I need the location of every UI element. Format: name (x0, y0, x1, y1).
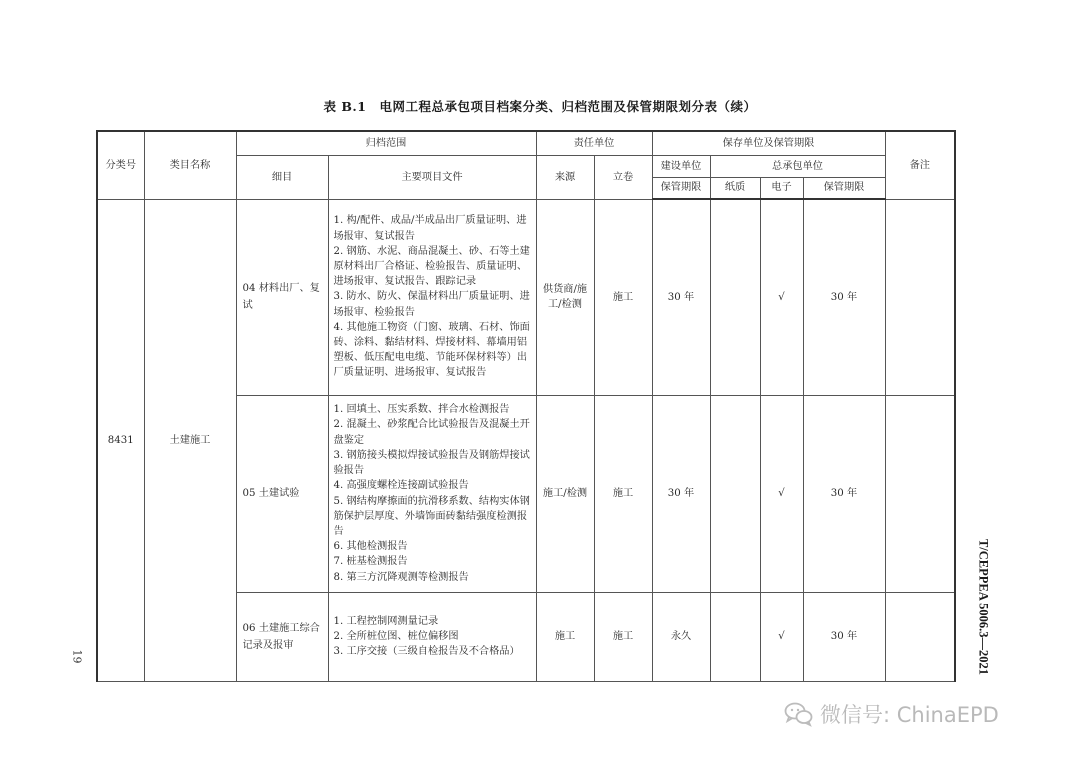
file-line: 3. 工序交接（三级自检报告及不合格品） (333, 646, 520, 658)
header-responsible: 责任单位 (536, 131, 652, 155)
contractor-period-cell: 30 年 (803, 592, 885, 681)
header-retention-units: 保存单位及保管期限 (652, 131, 885, 155)
category-name: 土建施工 (144, 199, 236, 681)
contractor-period-cell: 30 年 (803, 395, 885, 592)
paper-cell (710, 199, 760, 395)
file-line: 3. 防水、防火、保温材料出厂质量证明、进场报审、检验报告 (333, 291, 530, 318)
page-number: 19 (70, 649, 84, 664)
files-cell (328, 199, 536, 395)
paper-cell (710, 592, 760, 681)
file-line: 5. 钢结构摩擦面的抗滑移系数、结构实体钢筋保护层厚度、外墙饰面砖黏结强度检测报告 (333, 495, 530, 537)
files-cell (328, 592, 536, 681)
header-class-name: 类目名称 (144, 131, 236, 199)
file-line: 1. 工程控制网测量记录 (333, 615, 439, 627)
category-code: 8431 (97, 199, 144, 681)
contractor-period-cell: 30 年 (803, 199, 885, 395)
file-line: 1. 回填土、压实系数、拌合水检测报告 (333, 404, 510, 416)
file-line: 2. 钢筋、水泥、商品混凝土、砂、石等土建原材料出厂合格证、检验报告、质量证明、进场报审、复试报告、跟踪记录 (333, 245, 530, 288)
file-line: 8. 第三方沉降观测等检测报告 (333, 571, 469, 583)
source-cell: 施工 (536, 592, 594, 681)
electronic-check: √ (760, 395, 803, 592)
header-source: 来源 (536, 155, 594, 199)
header-filing: 立卷 (594, 155, 652, 199)
owner-period-cell: 30 年 (652, 395, 710, 592)
table-title: 表 B.1 电网工程总承包项目档案分类、归档范围及保管期限划分表（续） (323, 99, 757, 114)
header-class-no: 分类号 (97, 131, 144, 199)
file-line: 7. 桩基检测报告 (333, 556, 408, 568)
header-owner: 建设单位 (652, 155, 710, 177)
file-line: 2. 全所桩位图、桩位偏移图 (333, 630, 459, 642)
wechat-icon (784, 701, 814, 727)
file-line: 2. 混凝土、砂浆配合比试验报告及混凝土开盘鉴定 (333, 419, 530, 446)
header-detail: 细目 (236, 155, 328, 199)
header-electronic: 电子 (760, 177, 803, 199)
detail-cell: 04 材料出厂、复试 (236, 199, 328, 395)
files-cell (328, 395, 536, 592)
electronic-check: √ (760, 592, 803, 681)
remarks-cell (885, 592, 955, 681)
remarks-cell (885, 395, 955, 592)
detail-cell: 05 土建试验 (236, 395, 328, 592)
header-retention-period-2: 保管期限 (803, 177, 885, 199)
header-paper: 纸质 (710, 177, 760, 199)
electronic-check: √ (760, 199, 803, 395)
header-archive-scope: 归档范围 (236, 131, 536, 155)
file-line: 1. 构/配件、成品/半成品出厂质量证明、进场报审、复试报告 (333, 215, 527, 242)
source-cell: 施工/检测 (536, 395, 594, 592)
filing-cell: 施工 (594, 395, 652, 592)
table-row (97, 199, 955, 395)
file-line: 4. 高强度螺栓连接副试验报告 (333, 480, 469, 492)
header-remarks: 备注 (885, 131, 955, 199)
source-cell: 供货商/施工/检测 (536, 199, 594, 395)
watermark (784, 699, 999, 729)
filing-cell: 施工 (594, 199, 652, 395)
owner-period-cell: 永久 (652, 592, 710, 681)
file-line: 3. 钢筋接头模拟焊接试验报告及钢筋焊接试验报告 (333, 449, 530, 477)
filing-cell: 施工 (594, 592, 652, 681)
detail-cell: 06 土建施工综合记录及报审 (236, 592, 328, 681)
standard-number (968, 522, 998, 692)
archive-table (96, 130, 956, 682)
header-retention-period: 保管期限 (652, 177, 710, 199)
standard-number-text: T/CEPPEA 5006.3—2021 (976, 538, 991, 676)
owner-period-cell: 30 年 (652, 199, 710, 395)
paper-cell (710, 395, 760, 592)
watermark-text: 微信号: ChinaEPD (820, 703, 999, 727)
header-main-files: 主要项目文件 (328, 155, 536, 199)
file-line: 6. 其他检测报告 (333, 541, 408, 553)
file-line: 4. 其他施工物资（门窗、玻璃、石材、饰面砖、涂料、黏结材料、焊接材料、幕墙用铝塑板、低压配电电缆、节能环保材料等）出厂质量证明、进场报审、复试报告 (333, 321, 530, 379)
remarks-cell (885, 199, 955, 395)
header-contractor: 总承包单位 (710, 155, 885, 177)
